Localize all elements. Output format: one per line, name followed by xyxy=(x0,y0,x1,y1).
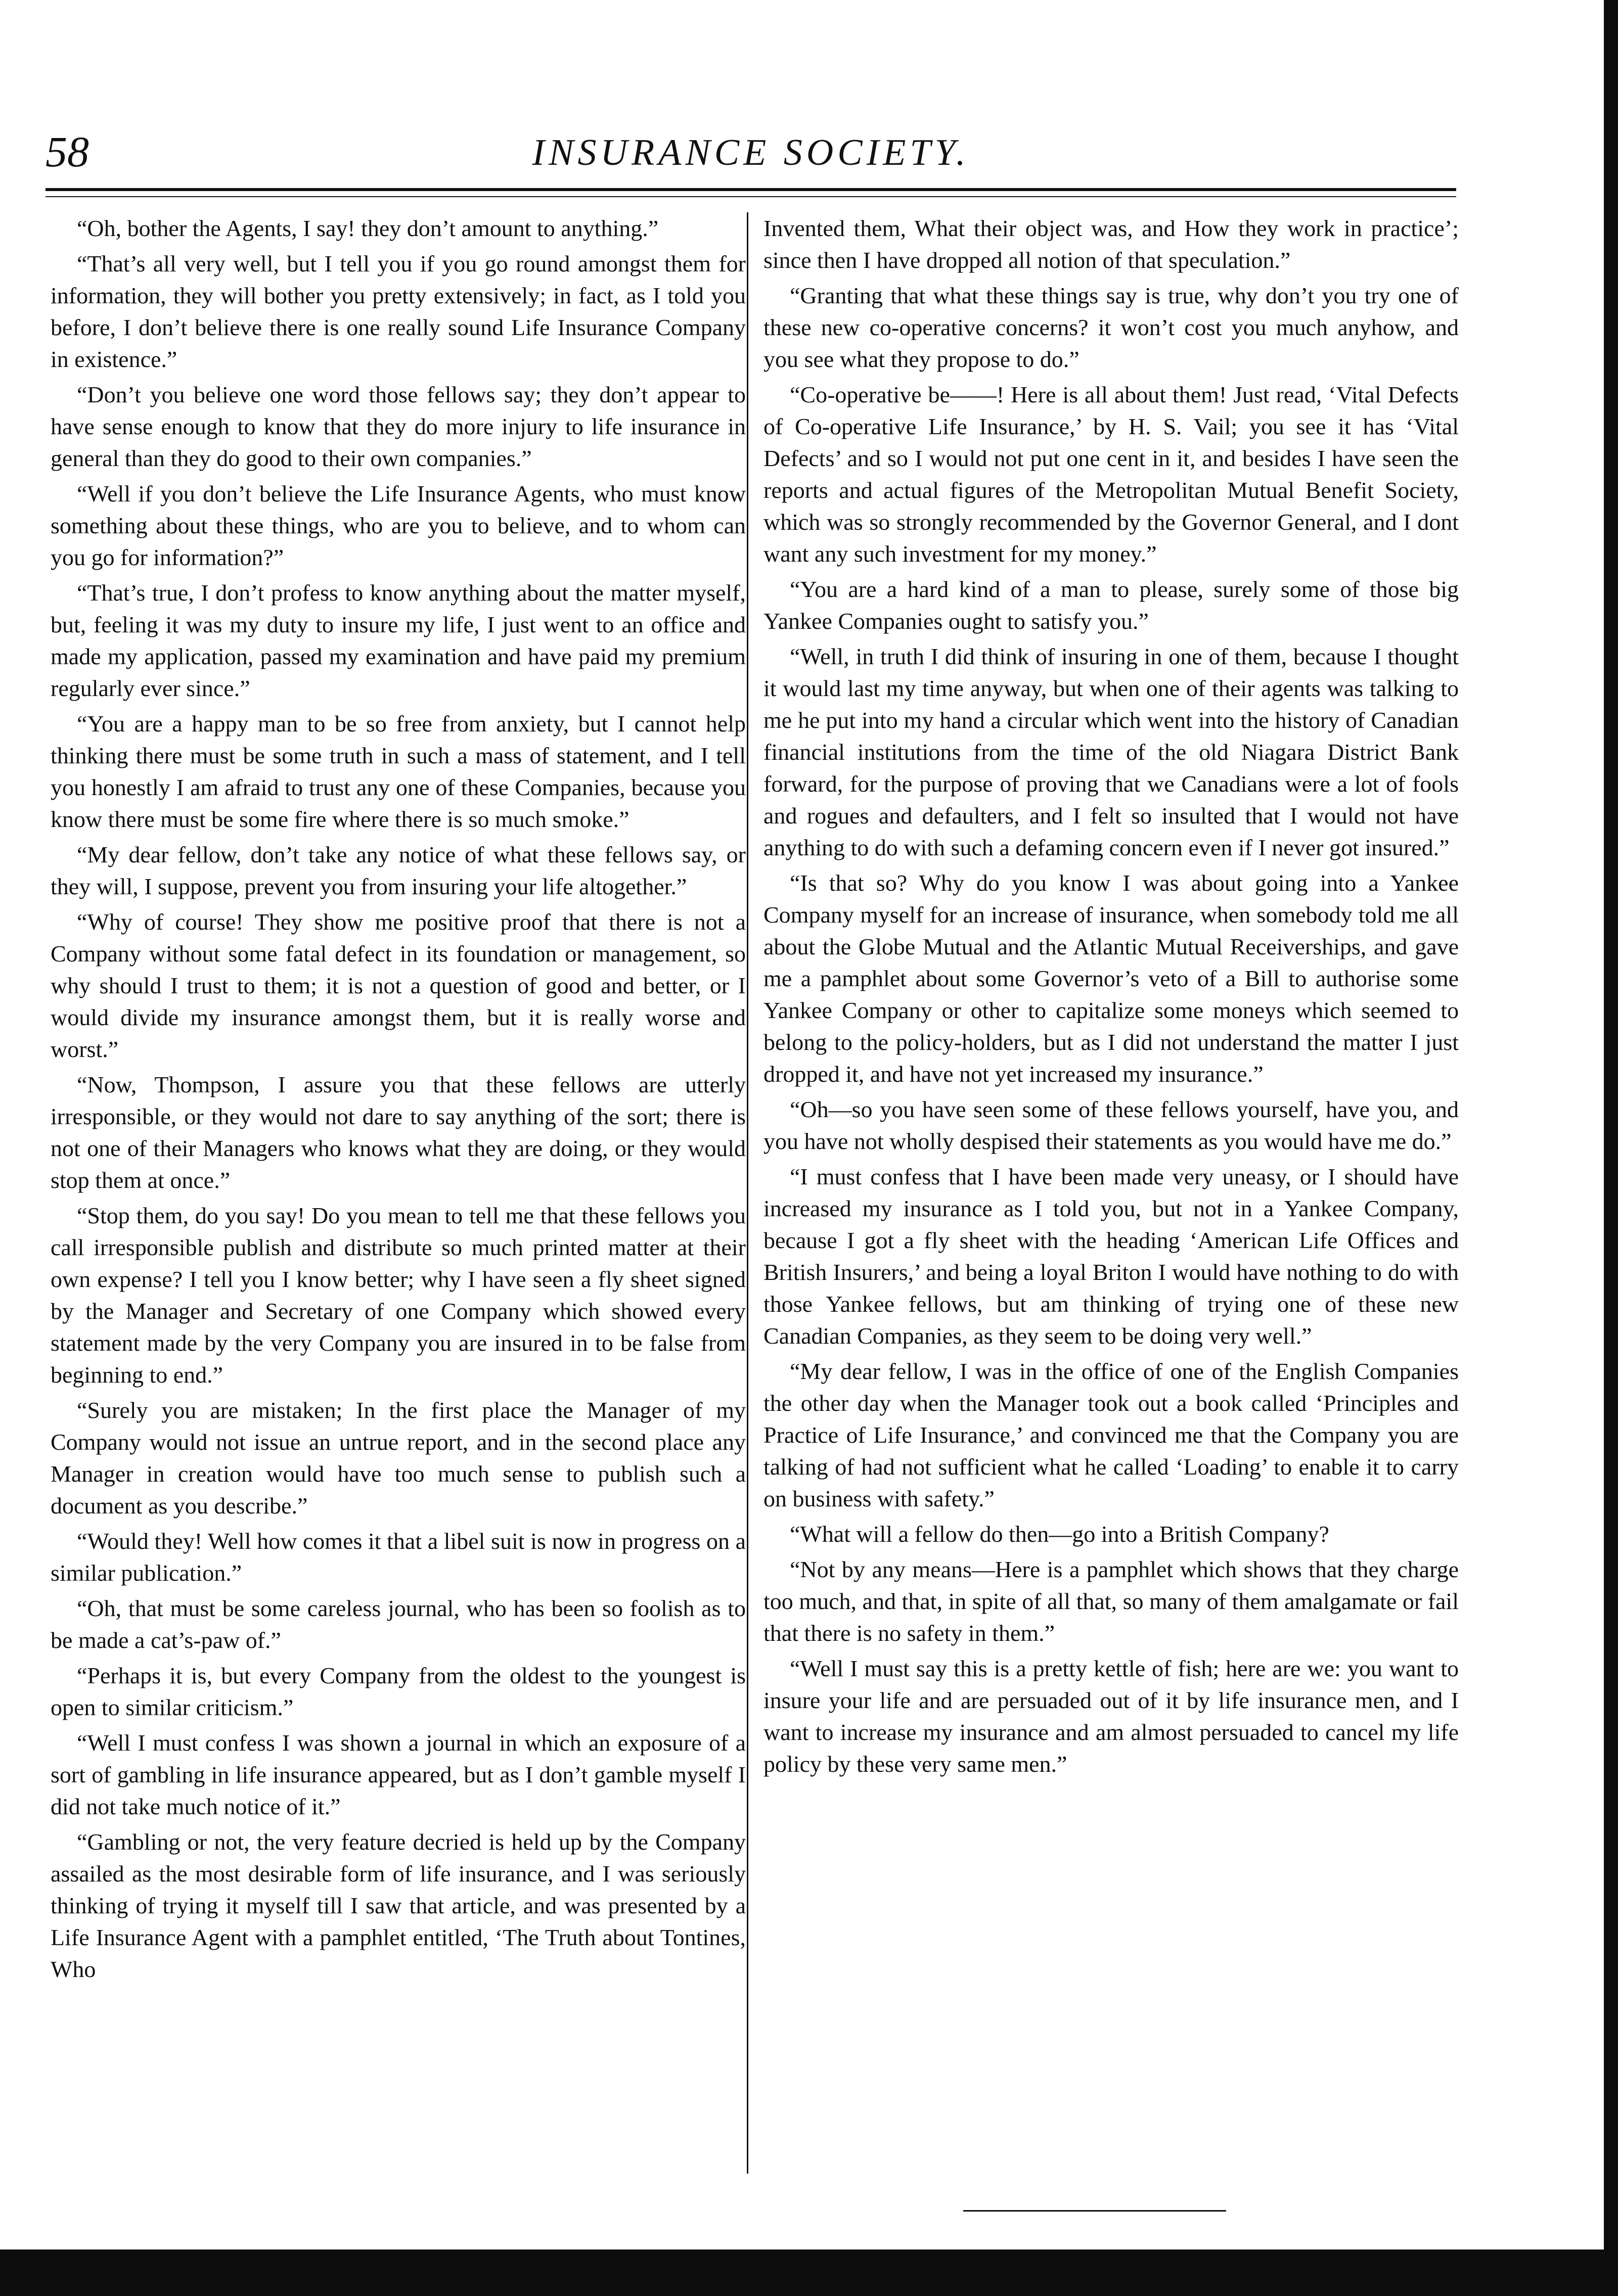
paragraph: “I must confess that I have been made very uneasy, or I should have increased my insurance as I told you, but not in a Yankee Company, because I got a fly sheet with the heading ‘American Life Offices and British Insurers,’ and being a loyal Briton I would have nothing to do with those Yankee fellows, but am thinking of trying one of these new Canadian Companies, as they seem to be doing very well.” xyxy=(763,1164,1459,1349)
header-rule-thin xyxy=(46,196,1456,197)
paragraph: “Now, Thompson, I assure you that these fellows are utterly irresponsible, or they would not dare to say anything of the sort; there is not one of their Managers who knows what they are doing, or they would stop them at once.” xyxy=(51,1072,746,1193)
paragraph: “Gambling or not, the very feature decried is held up by the Company assailed as the most desirable form of life insurance, and I was seriously thinking of trying it myself till I saw that article, and was presented by a Life Insurance Agent with a pamphlet entitled, ‘The Truth about Tontines, Who xyxy=(51,1829,746,1982)
paragraph: “Would they! Well how comes it that a libel suit is now in progress on a similar publication.” xyxy=(51,1528,746,1586)
paragraph-continued: Invented them, What their object was, and How they work in practice’; since then I have dropped all notion of that speculation.” xyxy=(763,215,1459,273)
paragraph: “My dear fellow, I was in the office of one of the English Companies the other day when the Manager took out a book called ‘Principles and Practice of Life Insurance,’ and convinced me that the Company you are talking of had not sufficient what he called ‘Loading’ to enable it to carry on business with safety.” xyxy=(763,1358,1459,1511)
end-rule xyxy=(963,2210,1226,2212)
paragraph: “Not by any means—Here is a pamphlet which shows that they charge too much, and that, in spite of all that, so many of them amalgamate or fail that there is no safety in them.” xyxy=(763,1556,1459,1646)
paragraph: “Oh, bother the Agents, I say! they don’t amount to anything.” xyxy=(77,215,659,241)
paragraph: “My dear fellow, don’t take any notice of what these fellows say, or they will, I suppose, prevent you from insuring your life altogether.” xyxy=(51,842,746,899)
left-column xyxy=(51,212,746,1989)
paragraph: “Perhaps it is, but every Company from the oldest to the youngest is open to similar criticism.” xyxy=(51,1663,746,1720)
paragraph: “Well, in truth I did think of insuring in one of them, because I thought it would last my time anyway, but when one of their agents was talking to me he put into my hand a circular which went into the history of Canadian financial institutions from the time of the old Niagara District Bank forward, for the purpose of proving that we Canadians were a lot of fools and rogues and defaulters, and I felt so insulted that I would not have anything to do with such a defaming concern even if I never got insured.” xyxy=(763,644,1459,860)
paragraph: “That’s all very well, but I tell you if you go round amongst them for information, they will bother you pretty extensively; in fact, as I told you before, I don’t believe there is one really sound Life Insurance Company in existence.” xyxy=(51,251,746,372)
paragraph: “Why of course! They show me positive proof that there is not a Company without some fatal defect in its foundation or management, so why should I trust to them; it is not a question of good and better, or I would divide my insurance amongst them, but it is really worse and worst.” xyxy=(51,909,746,1062)
page-header xyxy=(46,126,1456,177)
paragraph: “You are a hard kind of a man to please, surely some of those big Yankee Companies ought to satisfy you.” xyxy=(763,576,1459,634)
paragraph: “You are a happy man to be so free from anxiety, but I cannot help thinking there must be some truth in such a mass of statement, and I tell you honestly I am afraid to trust any one of these Companies, because you know there must be some fire where there is so much smoke.” xyxy=(51,711,746,832)
page-number: 58 xyxy=(46,127,89,176)
paragraph: “That’s true, I don’t profess to know anything about the matter myself, but, feeling it was my duty to insure my life, I just went to an office and made my application, passed my examination and have paid my premium regularly ever since.” xyxy=(51,580,746,701)
paragraph: “Surely you are mistaken; In the first place the Manager of my Company would not issue an untrue report, and in the second place any Manager in creation would have too much sense to publish such a document as you describe.” xyxy=(51,1397,746,1519)
paragraph: “Oh, that must be some careless journal, who has been so foolish as to be made a cat’s-paw of.” xyxy=(51,1595,746,1653)
paragraph: “Don’t you believe one word those fellows say; they don’t appear to have sense enough to know that they do more injury to life insurance in general than they do good to their own companies.” xyxy=(51,382,746,471)
header-rule-thick xyxy=(46,188,1456,191)
paragraph: “What will a fellow do then—go into a British Company? xyxy=(790,1521,1329,1547)
paragraph: “Well if you don’t believe the Life Insurance Agents, who must know something about these things, who are you to believe, and to whom can you go for information?” xyxy=(51,481,746,570)
column-divider xyxy=(747,212,748,2174)
paragraph: “Well I must say this is a pretty kettle of fish; here are we: you want to insure your life and are persuaded out of it by life insurance men, and I want to increase my insurance and am almost persuaded to cancel my life policy by these very same men.” xyxy=(763,1656,1459,1777)
scan-edge-right xyxy=(1604,0,1618,2296)
paragraph: “Co-operative be——! Here is all about them! Just read, ‘Vital Defects of Co-operative Life Insurance,’ by H. S. Vail; you see it has ‘Vital Defects’ and so I would not put one cent in it, and besides I have seen the reports and actual figures of the Metropolitan Mutual Benefit Society, which was so strongly recommended by the Governor General, and I dont want any such investment for my money.” xyxy=(763,382,1459,567)
paragraph: “Granting that what these things say is true, why don’t you try one of these new co-operative concerns? it won’t cost you much anyhow, and you see what they propose to do.” xyxy=(763,283,1459,372)
paragraph: “Oh—so you have seen some of these fellows yourself, have you, and you have not wholly despised their statements as you would have me do.” xyxy=(763,1096,1459,1154)
paragraph: “Is that so? Why do you know I was about going into a Yankee Company myself for an increase of insurance, when somebody told me all about the Globe Mutual and the Atlantic Mutual Receiverships, and gave me a pamphlet about some Governor’s veto of a Bill to authorise some Yankee Company or other to capitalize some moneys which seemed to belong to the policy-holders, but as I did not understand the matter I just dropped it, and have not yet increased my insurance.” xyxy=(763,870,1459,1087)
running-head-title: INSURANCE SOCIETY. xyxy=(532,132,970,173)
paragraph: “Stop them, do you say! Do you mean to tell me that these fellows you call irresponsible publish and distribute so much printed matter at their own expense? I tell you I know better; why I have seen a fly sheet signed by the Manager and Secretary of one Company which showed every statement made by the very Company you are insured in to be false from beginning to end.” xyxy=(51,1203,746,1388)
paragraph: “Well I must confess I was shown a journal in which an exposure of a sort of gambling in life insurance appeared, but as I don’t gamble myself I did not take much notice of it.” xyxy=(51,1730,746,1819)
right-column xyxy=(763,212,1459,1783)
scan-edge-bottom xyxy=(0,2249,1618,2296)
